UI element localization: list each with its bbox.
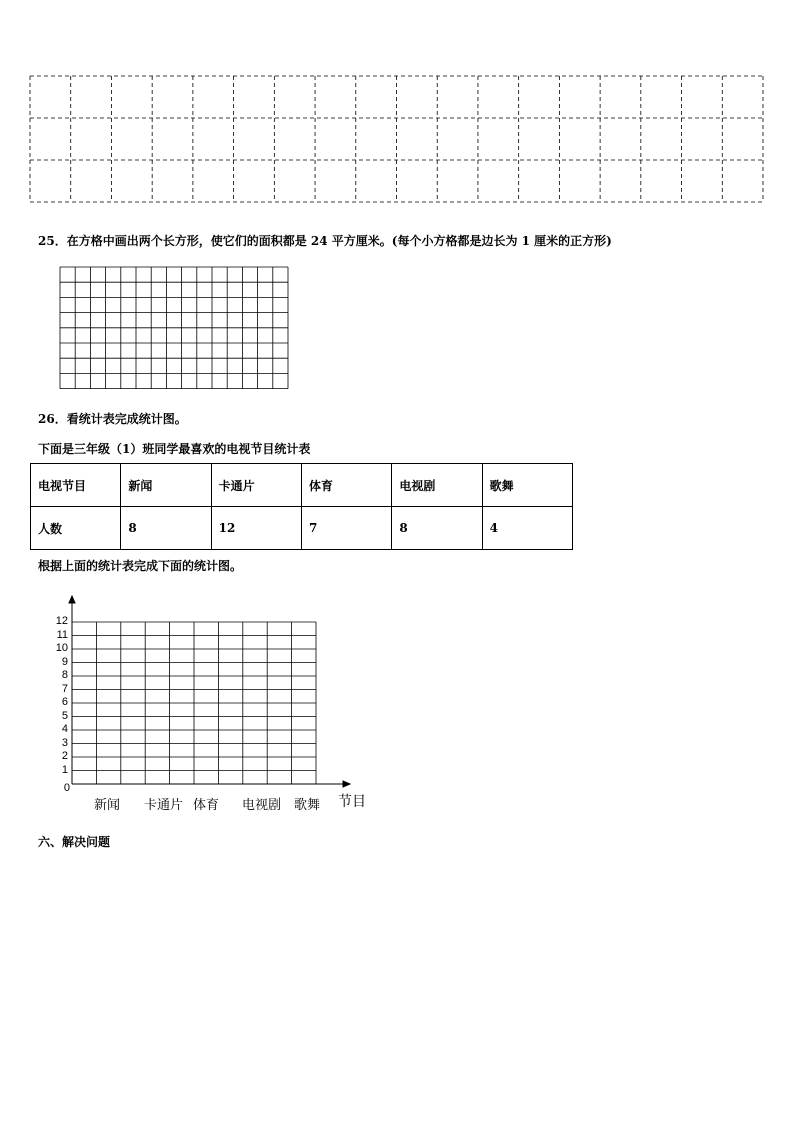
- table-cell: 7: [301, 507, 391, 550]
- question-26-text: 看统计表完成统计图。: [66, 412, 187, 426]
- x-axis-title: 节目: [338, 793, 366, 809]
- question-25-number: 25．: [38, 234, 67, 248]
- x-category-label: 新闻: [94, 797, 121, 812]
- table-cell: 新闻: [121, 464, 211, 507]
- y-tick-label: 8: [61, 669, 68, 681]
- y-tick-label: 6: [61, 696, 68, 708]
- question-26-number: 26．: [38, 412, 67, 426]
- table-header-row: [31, 464, 573, 507]
- table-cell: 4: [482, 507, 572, 550]
- x-category-label: 体育: [193, 797, 220, 812]
- y-tick-label: 0: [63, 782, 70, 794]
- y-tick-label: 4: [61, 723, 68, 735]
- table-cell: 卡通片: [211, 464, 301, 507]
- question-25-text: 在方格中画出两个长方形，使它们的面积都是 24 平方厘米。(每个小方格都是边长为 1 厘米的正方形): [66, 234, 612, 248]
- table-cell: 8: [392, 507, 482, 550]
- table-cell: 歌舞: [482, 464, 572, 507]
- tv-program-stats-table: [30, 463, 573, 550]
- table-cell: 电视剧: [392, 464, 482, 507]
- square-grid-paper: [58, 265, 292, 390]
- table-cell: 体育: [301, 464, 391, 507]
- section-6-title: 六、解决问题: [38, 835, 111, 849]
- chart-grid: [72, 622, 316, 784]
- y-tick-label: 11: [56, 628, 68, 641]
- chart-instruction: 根据上面的统计表完成下面的统计图。: [38, 559, 243, 573]
- y-tick-label: 10: [55, 642, 68, 654]
- x-category-label: 电视剧: [242, 797, 282, 812]
- x-category-label: 卡通片: [144, 797, 184, 812]
- y-tick-label: 3: [61, 736, 68, 749]
- y-tick-label: 1: [61, 763, 68, 776]
- answer-writing-grid: [0, 0, 794, 210]
- table-caption: 下面是三年级（1）班同学最喜欢的电视节目统计表: [38, 442, 311, 456]
- x-axis-arrow: [343, 781, 350, 787]
- table-cell: 电视节目: [31, 464, 121, 507]
- y-tick-label: 2: [61, 750, 68, 762]
- y-axis-arrow: [69, 596, 75, 603]
- y-tick-label: 9: [61, 655, 68, 668]
- question-26: [38, 410, 187, 427]
- table-cell: 8: [121, 507, 211, 550]
- y-tick-label: 5: [61, 709, 68, 722]
- table-cell: 人数: [31, 507, 121, 550]
- x-category-label: 歌舞: [294, 797, 321, 812]
- y-tick-label: 7: [61, 682, 68, 695]
- y-tick-label: 12: [55, 615, 68, 627]
- table-row: [31, 507, 573, 550]
- question-25: [38, 232, 612, 249]
- table-cell: 12: [211, 507, 301, 550]
